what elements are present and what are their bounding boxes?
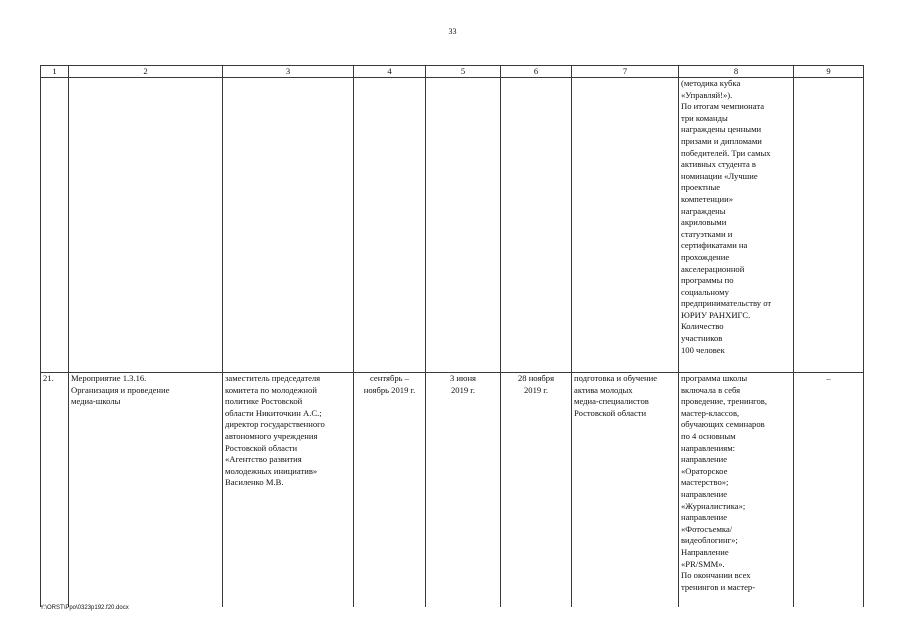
cell-empty [426,78,501,373]
cell-empty [69,78,223,373]
column-number-1: 1 [41,66,69,78]
column-number-4: 4 [354,66,426,78]
column-number-7: 7 [572,66,679,78]
column-number-5: 5 [426,66,501,78]
table-row-continuation [41,78,864,373]
cell-period: сентябрь – ноябрь 2019 г. [354,373,426,608]
cell-empty [354,78,426,373]
cell-measure: Мероприятие 1.3.16. Организация и проведение медиа-школы [69,373,223,608]
footer-file-path: Y:\ORST\Ppo\0323p192.f20.docx [40,605,129,611]
cell-actual-result-continued: (методика кубка «Управляй!»). По итогам чемпионата три команды награждены ценными призами и дипломами победителей. Три самых активных студента в номинации «Лучшие проектные компетенции» награждены акриловыми статуэтками и сертификатами на прохождение акселерационной программы по социальному предпринимательству от ЮРИУ РАНХИГС. Количество участников 100 человек [679,78,794,373]
page-number: 33 [448,27,457,36]
table-header-row [41,66,864,78]
cell-start-date: 3 июня 2019 г. [426,373,501,608]
cell-empty [572,78,679,373]
column-number-6: 6 [501,66,572,78]
cell-note: – [794,373,864,608]
cell-empty [223,78,354,373]
cell-expected-result: подготовка и обучение актива молодых медиа-специалистов Ростовской области [572,373,679,608]
cell-actual-result: программа школы включала в себя проведение, тренингов, мастер-классов, обучающих семинаров по 4 основным направлениям: направление «Ораторское мастерство»; направление «Журналистика»; направление «Фотосъемка/ видеоблогинг»; Направление «PR/SMM». По окончании всех тренингов и мастер- [679,373,794,608]
column-number-9: 9 [794,66,864,78]
column-number-3: 3 [223,66,354,78]
column-number-2: 2 [69,66,223,78]
cell-empty [41,78,69,373]
cell-responsible: заместитель председателя комитета по молодежной политике Ростовской области Никиточкин А.С.; директор государственного автономного учреждения Ростовской области «Агентство развития молодежных инициатив» Василенко М.В. [223,373,354,608]
cell-empty [794,78,864,373]
cell-row-number: 21. [41,373,69,608]
cell-end-date: 28 ноября 2019 г. [501,373,572,608]
table-row-21 [41,373,864,608]
report-table [40,65,864,607]
column-number-8: 8 [679,66,794,78]
cell-empty [501,78,572,373]
